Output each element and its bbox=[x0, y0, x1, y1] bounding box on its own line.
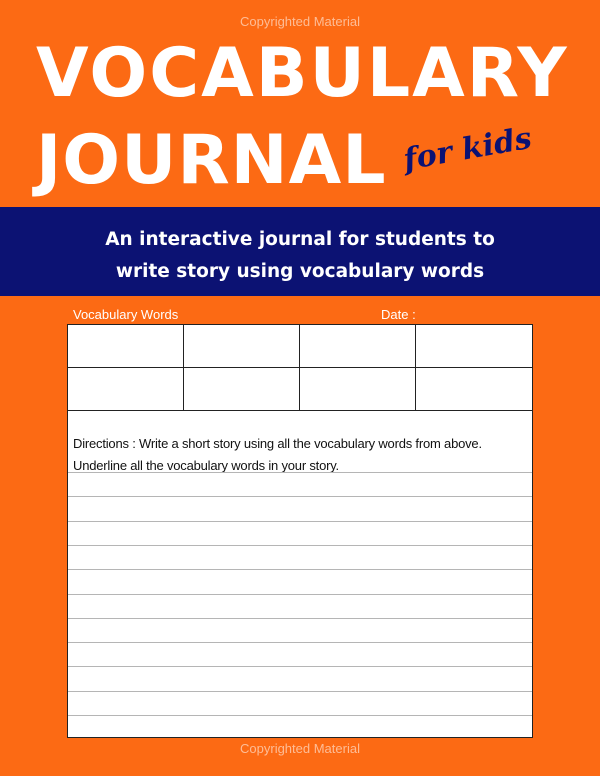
word-cell bbox=[416, 368, 532, 411]
writing-rule-line bbox=[68, 691, 532, 692]
worksheet-sheet bbox=[67, 324, 533, 738]
word-cell bbox=[184, 325, 300, 368]
watermark-bottom: Copyrighted Material bbox=[240, 741, 360, 756]
word-cell bbox=[416, 325, 532, 368]
directions-text bbox=[73, 433, 529, 477]
writing-rule-line bbox=[68, 666, 532, 667]
word-cell bbox=[184, 368, 300, 411]
title-vocabulary: VOCABULARY bbox=[36, 34, 569, 113]
subtitle-line-1: An interactive journal for students to bbox=[105, 229, 495, 250]
directions-line-2: Underline all the vocabulary words in your story. bbox=[73, 458, 339, 473]
directions-line-1: Directions : Write a short story using all the vocabulary words from above. bbox=[73, 436, 482, 451]
writing-rule-line bbox=[68, 594, 532, 595]
watermark-top: Copyrighted Material bbox=[240, 14, 360, 29]
writing-rule-line bbox=[68, 472, 532, 473]
word-cell bbox=[68, 368, 184, 411]
writing-rule-line bbox=[68, 496, 532, 497]
date-label: Date : bbox=[381, 307, 416, 322]
tagline-for-kids: for kids bbox=[400, 120, 535, 178]
writing-rule-line bbox=[68, 521, 532, 522]
writing-rule-line bbox=[68, 569, 532, 570]
vocabulary-words-label: Vocabulary Words bbox=[73, 307, 179, 322]
word-cell bbox=[68, 325, 184, 368]
writing-rule-line bbox=[68, 642, 532, 643]
subtitle-line-2: write story using vocabulary words bbox=[115, 261, 485, 282]
writing-rule-line bbox=[68, 545, 532, 546]
vocabulary-word-grid bbox=[68, 325, 532, 411]
writing-rule-line bbox=[68, 715, 532, 716]
writing-rule-line bbox=[68, 618, 532, 619]
word-cell bbox=[300, 325, 416, 368]
title-journal: JOURNAL bbox=[36, 121, 387, 200]
subtitle-banner bbox=[0, 207, 600, 296]
word-cell bbox=[300, 368, 416, 411]
